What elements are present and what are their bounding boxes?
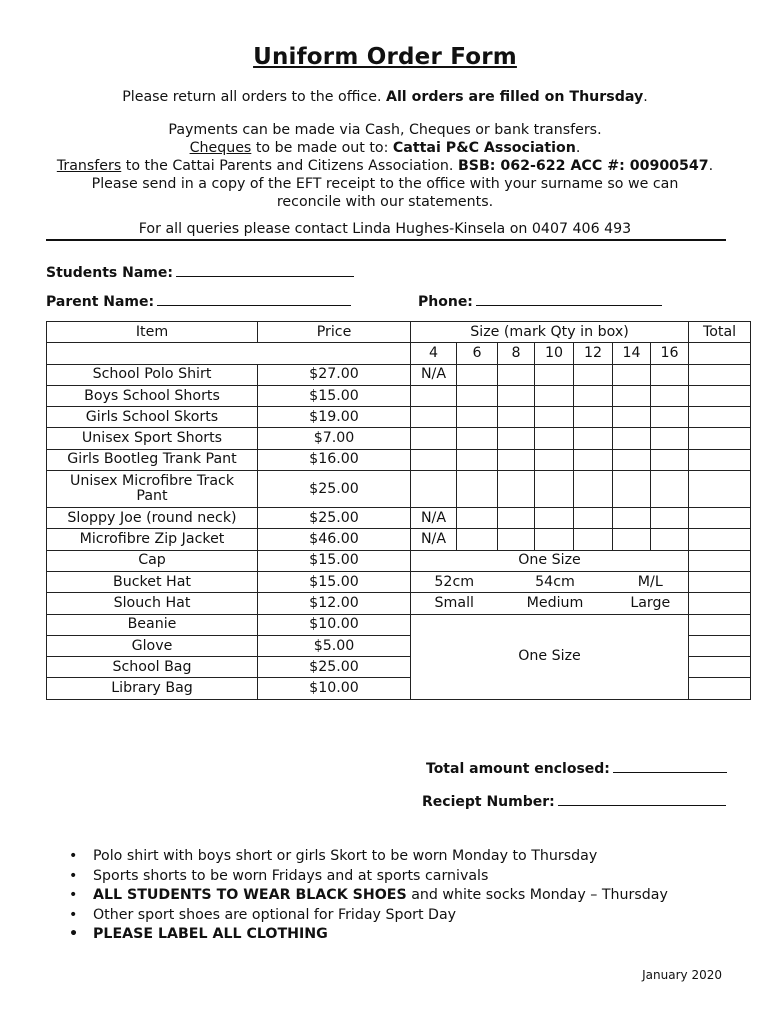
na-cell: N/A <box>411 364 457 385</box>
qty-box[interactable] <box>498 428 535 449</box>
qty-box[interactable] <box>613 508 651 529</box>
table-row <box>47 508 751 529</box>
order-table <box>46 321 751 700</box>
item-price: $25.00 <box>258 508 411 529</box>
item-name: Glove <box>47 635 258 656</box>
qty-box[interactable] <box>457 428 498 449</box>
slouch-size-medium[interactable]: Medium <box>498 593 613 614</box>
item-price: $46.00 <box>258 529 411 550</box>
list-item: • PLEASE LABEL ALL CLOTHING <box>66 925 668 945</box>
qty-box[interactable] <box>457 407 498 428</box>
cheques-line <box>0 139 770 157</box>
transfers-word: Transfers <box>56 158 122 174</box>
qty-box[interactable] <box>613 385 651 406</box>
table-row <box>47 571 751 592</box>
table-row <box>47 428 751 449</box>
total-box[interactable] <box>689 571 751 592</box>
qty-box[interactable] <box>651 449 689 470</box>
total-amount-field <box>426 760 727 777</box>
qty-box[interactable] <box>457 471 498 508</box>
receipt-number-field <box>422 793 726 810</box>
item-name: Microfibre Zip Jacket <box>47 529 258 550</box>
black-shoes-bold: ALL STUDENTS TO WEAR BLACK SHOES <box>93 887 407 903</box>
transfers-mid: to the Cattai Parents and Citizens Association. <box>121 158 458 174</box>
qty-box[interactable] <box>574 407 613 428</box>
bucket-size-52cm[interactable]: 52cm <box>411 571 498 592</box>
list-item: • Polo shirt with boys short or girls Skort to be worn Monday to Thursday <box>66 847 668 867</box>
qty-box[interactable] <box>411 428 457 449</box>
eft-line-2: reconcile with our statements. <box>276 194 494 210</box>
black-shoes-rest: and white socks Monday – Thursday <box>406 887 668 903</box>
size-label: 10 <box>535 343 574 364</box>
contact-line: For all queries please contact Linda Hughes-Kinsela on 0407 406 493 <box>138 221 632 237</box>
qty-box[interactable] <box>498 529 535 550</box>
qty-box[interactable] <box>651 428 689 449</box>
na-cell: N/A <box>411 508 457 529</box>
item-name: School Polo Shirt <box>47 364 258 385</box>
total-amount-blank[interactable] <box>613 760 727 773</box>
total-box[interactable] <box>689 529 751 550</box>
qty-box[interactable] <box>651 407 689 428</box>
qty-box[interactable] <box>651 529 689 550</box>
slouch-size-small[interactable]: Small <box>411 593 498 614</box>
total-box[interactable] <box>689 471 751 508</box>
payments-line: Payments can be made via Cash, Cheques or bank transfers. <box>168 122 602 138</box>
item-name: Slouch Hat <box>47 593 258 614</box>
total-box[interactable] <box>689 407 751 428</box>
item-price: $16.00 <box>258 449 411 470</box>
qty-box[interactable] <box>457 385 498 406</box>
header-total: Total <box>689 322 751 343</box>
parent-name-field <box>46 293 351 310</box>
size-label: 4 <box>411 343 457 364</box>
qty-box[interactable] <box>535 529 574 550</box>
qty-box[interactable] <box>574 471 613 508</box>
qty-box[interactable] <box>498 471 535 508</box>
qty-box[interactable] <box>651 471 689 508</box>
qty-box[interactable] <box>574 364 613 385</box>
parent-name-label: Parent Name: <box>46 294 155 310</box>
phone-blank[interactable] <box>476 293 662 306</box>
size-label: 8 <box>498 343 535 364</box>
item-price: $19.00 <box>258 407 411 428</box>
item-name: Bucket Hat <box>47 571 258 592</box>
qty-box[interactable] <box>574 508 613 529</box>
footer-date: January 2020 <box>642 968 722 982</box>
qty-box[interactable] <box>535 471 574 508</box>
table-row <box>47 614 751 635</box>
qty-box[interactable] <box>498 364 535 385</box>
cheques-mid: to be made out to: <box>251 140 393 156</box>
item-name: Beanie <box>47 614 258 635</box>
qty-box[interactable] <box>651 508 689 529</box>
one-size-block: One Size <box>411 614 689 699</box>
qty-box[interactable] <box>613 428 651 449</box>
receipt-number-blank[interactable] <box>558 793 726 806</box>
cheques-end: . <box>575 140 581 156</box>
qty-box[interactable] <box>535 364 574 385</box>
table-row <box>47 550 751 571</box>
total-box[interactable] <box>689 449 751 470</box>
qty-box[interactable] <box>574 529 613 550</box>
student-name-label: Students Name: <box>46 265 173 281</box>
size-header-row <box>47 343 751 364</box>
table-row <box>47 385 751 406</box>
item-price: $15.00 <box>258 550 411 571</box>
item-price: $25.00 <box>258 471 411 508</box>
transfers-end: . <box>708 158 714 174</box>
item-price: $7.00 <box>258 428 411 449</box>
item-price: $25.00 <box>258 657 411 678</box>
qty-box[interactable] <box>411 471 457 508</box>
size-label: 14 <box>613 343 651 364</box>
bank-details: BSB: 062-622 ACC #: 00900547 <box>457 158 709 174</box>
total-amount-label: Total amount enclosed: <box>426 761 610 777</box>
qty-box[interactable] <box>574 428 613 449</box>
bucket-size-54cm[interactable]: 54cm <box>498 571 613 592</box>
qty-box[interactable] <box>535 508 574 529</box>
qty-box[interactable] <box>574 385 613 406</box>
qty-box[interactable] <box>651 385 689 406</box>
uniform-notes-list <box>66 847 668 945</box>
item-name: School Bag <box>47 657 258 678</box>
qty-box[interactable] <box>411 385 457 406</box>
qty-box[interactable] <box>574 449 613 470</box>
total-box[interactable] <box>689 678 751 699</box>
table-row <box>47 471 751 508</box>
phone-label: Phone: <box>418 294 473 310</box>
bucket-size-ml[interactable]: M/L <box>613 571 689 592</box>
one-size-cell[interactable]: One Size <box>411 550 689 571</box>
qty-box[interactable] <box>498 407 535 428</box>
return-instruction <box>0 88 770 106</box>
qty-box[interactable] <box>613 471 651 508</box>
table-row <box>47 407 751 428</box>
table-row <box>47 529 751 550</box>
na-cell: N/A <box>411 529 457 550</box>
item-name: Sloppy Joe (round neck) <box>47 508 258 529</box>
cheques-payee: Cattai P&C Association <box>392 140 576 156</box>
qty-box[interactable] <box>498 508 535 529</box>
size-label: 12 <box>574 343 613 364</box>
item-name: Unisex Microfibre Track Pant <box>47 471 258 508</box>
item-name: Cap <box>47 550 258 571</box>
item-name: Girls School Skorts <box>47 407 258 428</box>
qty-box[interactable] <box>651 364 689 385</box>
qty-box[interactable] <box>457 508 498 529</box>
total-box[interactable] <box>689 614 751 635</box>
qty-box[interactable] <box>613 449 651 470</box>
header-size: Size (mark Qty in box) <box>411 322 689 343</box>
qty-box[interactable] <box>535 428 574 449</box>
blank-cell <box>689 343 751 364</box>
item-name: Girls Bootleg Trank Pant <box>47 449 258 470</box>
list-item <box>66 886 668 906</box>
receipt-number-label: Reciept Number: <box>422 794 555 810</box>
header-price: Price <box>258 322 411 343</box>
qty-box[interactable] <box>498 385 535 406</box>
qty-box[interactable] <box>411 449 457 470</box>
qty-box[interactable] <box>613 407 651 428</box>
size-label: 16 <box>651 343 689 364</box>
list-item: • Other sport shoes are optional for Friday Sport Day <box>66 906 668 926</box>
item-price: $10.00 <box>258 614 411 635</box>
table-row <box>47 593 751 614</box>
cheques-word: Cheques <box>189 140 252 156</box>
qty-box[interactable] <box>535 385 574 406</box>
qty-box[interactable] <box>535 449 574 470</box>
return-bold-text: All orders are filled on Thursday <box>385 89 644 105</box>
item-price: $12.00 <box>258 593 411 614</box>
total-box[interactable] <box>689 364 751 385</box>
qty-box[interactable] <box>457 364 498 385</box>
item-price: $15.00 <box>258 571 411 592</box>
qty-box[interactable] <box>457 529 498 550</box>
return-text: Please return all orders to the office. <box>122 89 386 105</box>
qty-box[interactable] <box>613 364 651 385</box>
item-name: Library Bag <box>47 678 258 699</box>
size-label: 6 <box>457 343 498 364</box>
total-box[interactable] <box>689 593 751 614</box>
table-row <box>47 364 751 385</box>
item-price: $10.00 <box>258 678 411 699</box>
header-divider <box>46 239 726 241</box>
total-box[interactable] <box>689 657 751 678</box>
parent-name-blank[interactable] <box>157 293 351 306</box>
total-box[interactable] <box>689 508 751 529</box>
total-box[interactable] <box>689 428 751 449</box>
blank-cell <box>47 343 411 364</box>
item-price: $27.00 <box>258 364 411 385</box>
student-name-blank[interactable] <box>176 264 354 277</box>
item-price: $5.00 <box>258 635 411 656</box>
qty-box[interactable] <box>613 529 651 550</box>
qty-box[interactable] <box>411 407 457 428</box>
qty-box[interactable] <box>498 449 535 470</box>
return-end: . <box>643 89 648 105</box>
eft-line-1: Please send in a copy of the EFT receipt to the office with your surname so we can <box>91 176 679 192</box>
item-name: Boys School Shorts <box>47 385 258 406</box>
header-item: Item <box>47 322 258 343</box>
total-box[interactable] <box>689 550 751 571</box>
qty-box[interactable] <box>457 449 498 470</box>
page-title: Uniform Order Form <box>253 44 517 70</box>
phone-field <box>418 293 662 310</box>
total-box[interactable] <box>689 385 751 406</box>
qty-box[interactable] <box>535 407 574 428</box>
slouch-size-large[interactable]: Large <box>613 593 689 614</box>
table-row <box>47 449 751 470</box>
transfers-line <box>0 157 770 175</box>
item-name: Unisex Sport Shorts <box>47 428 258 449</box>
total-box[interactable] <box>689 635 751 656</box>
student-name-field <box>46 264 354 281</box>
table-header-row <box>47 322 751 343</box>
item-price: $15.00 <box>258 385 411 406</box>
list-item: • Sports shorts to be worn Fridays and at sports carnivals <box>66 867 668 887</box>
